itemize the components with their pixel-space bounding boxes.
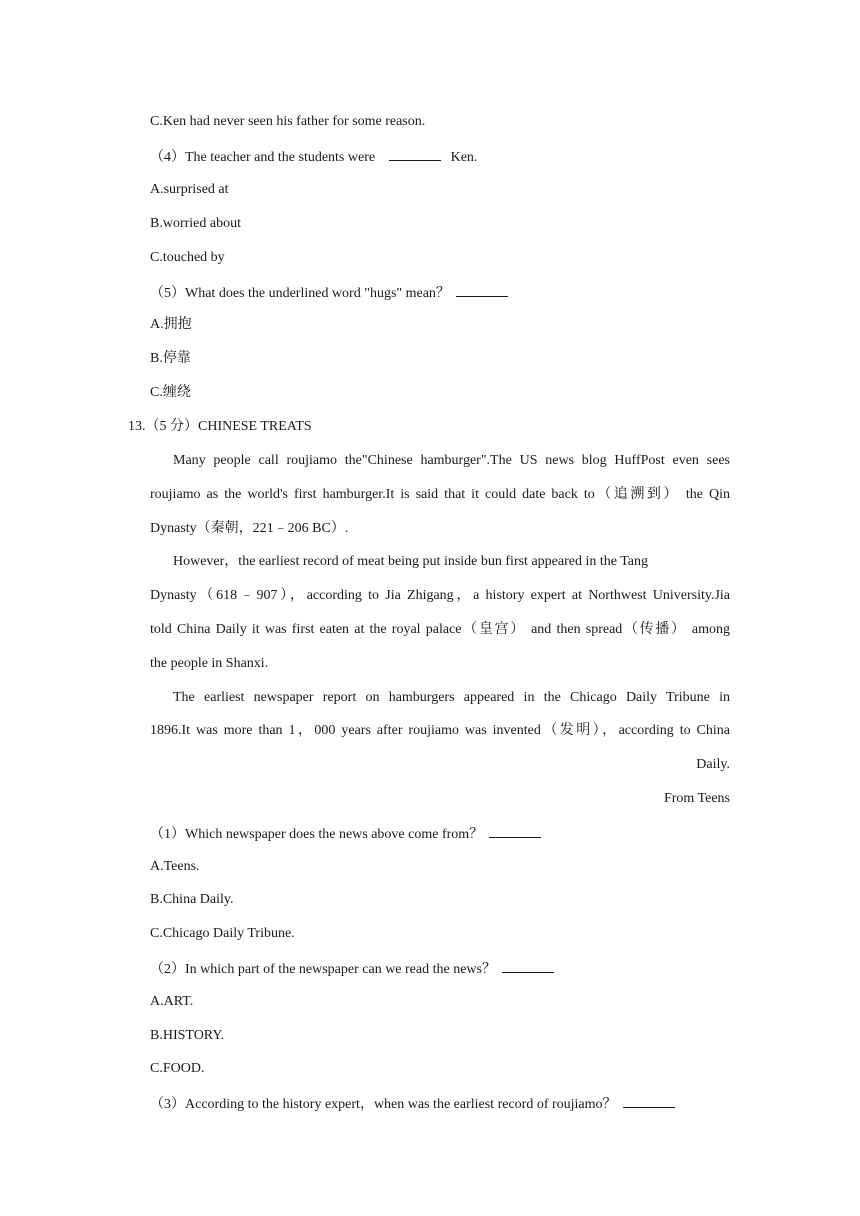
question-3 <box>150 1093 675 1115</box>
passage-line: Dynasty（618﹣907），according to Jia Zhigang，a history expert at Northwest University.Jia <box>150 588 730 603</box>
source-credit: From Teens <box>663 791 730 806</box>
passage-line: Many people call roujiamo the"Chinese hamburger".The US news blog HuffPost even sees <box>173 453 730 468</box>
option-text: B.China Daily. <box>150 892 234 907</box>
passage-line: the people in Shanxi. <box>150 656 269 671</box>
answer-blank[interactable] <box>456 282 508 297</box>
option-text: A.拥抱 <box>150 317 192 332</box>
option-text: C.Chicago Daily Tribune. <box>150 926 295 941</box>
question-text: （2）In which part of the newspaper can we read the news？ <box>150 962 496 977</box>
option-text: A.surprised at <box>150 182 229 197</box>
question-text: （5）What does the underlined word "hugs" mean？ <box>150 286 450 301</box>
option-text: B.停靠 <box>150 351 191 366</box>
question-text: （3）According to the history expert，when was the earliest record of roujiamo？ <box>150 1097 617 1112</box>
question-4 <box>150 146 477 168</box>
question-text-tail: Ken. <box>450 150 478 165</box>
passage-line: The earliest newspaper report on hamburgers appeared in the Chicago Daily Tribune in <box>173 690 730 705</box>
option-text: B.HISTORY. <box>150 1028 225 1043</box>
passage-line: Dynasty（秦朝，221﹣206 BC）. <box>150 521 349 536</box>
passage-line: Daily. <box>696 757 730 772</box>
option-text: C.Ken had never seen his father for some reason. <box>150 114 426 129</box>
option-text: B.worried about <box>150 216 241 231</box>
answer-blank[interactable] <box>489 823 541 838</box>
option-text: A.ART. <box>150 994 194 1009</box>
option-text: C.touched by <box>150 250 225 265</box>
question-text: （4）The teacher and the students were <box>150 150 376 165</box>
option-text: A.Teens. <box>150 859 200 874</box>
question-heading: 13.（5 分）CHINESE TREATS <box>128 419 312 434</box>
passage-line: However，the earliest record of meat being put inside bun first appeared in the Tang <box>173 554 648 569</box>
answer-blank[interactable] <box>623 1093 675 1108</box>
passage-line: told China Daily it was first eaten at the royal palace（皇宫） and then spread（传播） among <box>150 622 730 637</box>
passage-line: roujiamo as the world's first hamburger.It is said that it could date back to（追溯到） the Qin <box>150 487 730 502</box>
answer-blank[interactable] <box>389 146 441 161</box>
answer-blank[interactable] <box>502 958 554 973</box>
option-text: C.缠绕 <box>150 385 191 400</box>
question-2 <box>150 958 554 980</box>
question-5 <box>150 282 508 304</box>
passage-line: 1896.It was more than 1，000 years after roujiamo was invented（发明），according to China <box>150 723 730 738</box>
option-text: C.FOOD. <box>150 1061 205 1076</box>
question-1 <box>150 823 541 845</box>
question-text: （1）Which newspaper does the news above come from？ <box>150 827 484 842</box>
